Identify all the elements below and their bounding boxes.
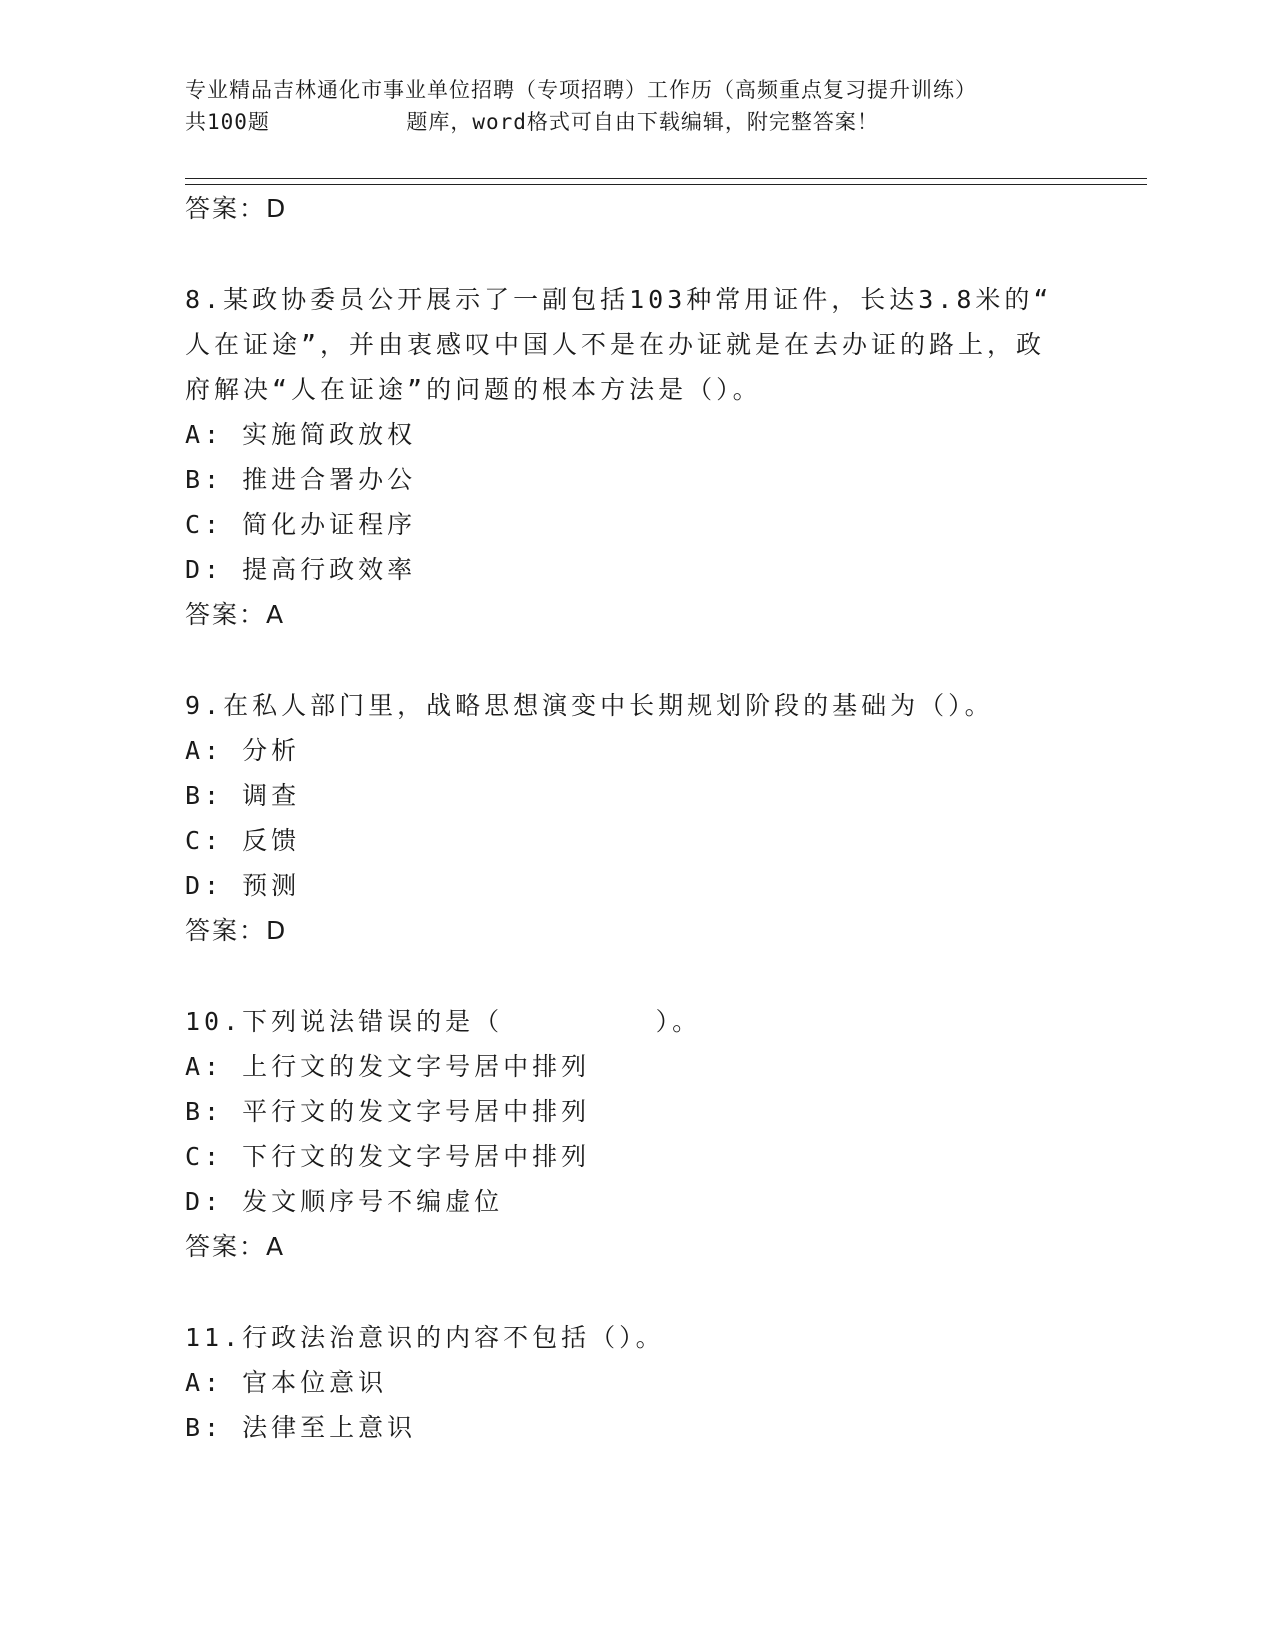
spacer (185, 232, 1085, 277)
answer-line: 答案：D (185, 194, 288, 223)
option-b: B: 法律至上意识 (185, 1413, 417, 1442)
question-stem-line: 10.下列说法错误的是（ ）。 (185, 1007, 702, 1036)
spacer (185, 954, 1085, 999)
question-stem-line: 8.某政协委员公开展示了一副包括103种常用证件，长达3.8米的“ (185, 285, 1053, 314)
option-c: C: 下行文的发文字号居中排列 (185, 1142, 591, 1171)
option-c: C: 简化办证程序 (185, 510, 417, 539)
answer-line: 答案：A (185, 600, 286, 629)
question-item (185, 999, 1085, 1270)
option-b: B: 平行文的发文字号居中排列 (185, 1097, 591, 1126)
answer-line: 答案：D (185, 916, 288, 945)
question-item (185, 277, 1085, 638)
option-c: C: 反馈 (185, 826, 301, 855)
question-item (185, 683, 1085, 954)
document-body (185, 186, 1085, 1450)
spacer (185, 638, 1085, 683)
option-a: A: 上行文的发文字号居中排列 (185, 1052, 591, 1081)
question-stem-line: 府解决“人在证途”的问题的根本方法是（）。 (185, 375, 762, 404)
option-a: A: 实施简政放权 (185, 420, 417, 449)
answer-line: 答案：A (185, 1232, 286, 1261)
header-double-rule (185, 178, 1147, 185)
option-b: B: 调查 (185, 781, 301, 810)
question-stem-line: 11.行政法治意识的内容不包括（）。 (185, 1323, 665, 1352)
question-stem-line: 人在证途”，并由衷感叹中国人不是在办证就是在去办证的路上，政 (185, 330, 1046, 359)
option-a: A: 官本位意识 (185, 1368, 388, 1397)
option-a: A: 分析 (185, 736, 301, 765)
option-d: D: 提高行政效率 (185, 555, 417, 584)
option-d: D: 发文顺序号不编虚位 (185, 1187, 504, 1216)
page-header (185, 74, 1085, 138)
spacer (185, 1270, 1085, 1315)
question-stem-line: 9.在私人部门里，战略思想演变中长期规划阶段的基础为（）。 (185, 691, 994, 720)
document-title-line-1: 专业精品吉林通化市事业单位招聘（专项招聘）工作历（高频重点复习提升训练） (185, 78, 977, 102)
question-item (185, 1315, 1085, 1450)
option-b: B: 推进合署办公 (185, 465, 417, 494)
option-d: D: 预测 (185, 871, 301, 900)
document-title-line-2: 共100题 题库，word格式可自由下载编辑，附完整答案！ (185, 110, 879, 134)
